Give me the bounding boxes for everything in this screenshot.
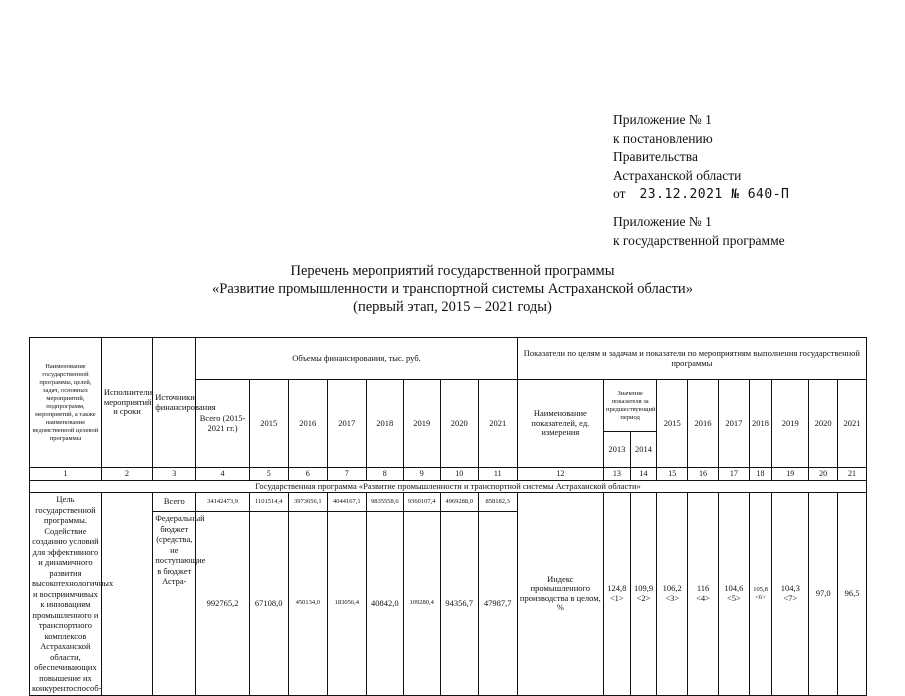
col-number: 18 <box>749 468 772 481</box>
program-title: Государственная программа «Развитие промышленности и транспортной системы Астраханской области» <box>30 480 867 493</box>
value-cell: 9835558,6 <box>366 493 403 512</box>
header-year: 2017 <box>327 380 366 468</box>
table-row-total <box>30 493 867 512</box>
value-cell: 40842,0 <box>366 512 403 695</box>
header-funding: Объемы финансирования, тыс. руб. <box>196 338 517 380</box>
header-ind-year: 2017 <box>718 380 749 468</box>
title-line: Перечень мероприятий государственной программы <box>290 263 615 279</box>
col-number: 19 <box>772 468 809 481</box>
col-number: 5 <box>249 468 288 481</box>
indicator-value: 116 <4> <box>688 493 719 696</box>
header-ind-year: 2018 <box>749 380 772 468</box>
value-cell: 858182,3 <box>478 493 517 512</box>
appendix-resolution <box>613 111 789 205</box>
document-title <box>0 262 905 316</box>
col-number: 16 <box>688 468 719 481</box>
header-year: 2021 <box>478 380 517 468</box>
header-year: 2016 <box>288 380 327 468</box>
activities-table <box>29 337 867 696</box>
value-cell: 9360107,4 <box>403 493 440 512</box>
indicator-value: 104,6 <5> <box>718 493 749 696</box>
appendix-date <box>613 185 789 205</box>
appendix-line: к государственной программе <box>613 232 785 248</box>
header-year: 2020 <box>440 380 478 468</box>
header-total: Всего (2015-2021 гг.) <box>196 380 249 468</box>
header-ind-year: 2019 <box>772 380 809 468</box>
value-cell: 109280,4 <box>403 512 440 695</box>
col-number: 9 <box>403 468 440 481</box>
col-number: 4 <box>196 468 249 481</box>
value-cell: 1101514,4 <box>249 493 288 512</box>
col-number: 11 <box>478 468 517 481</box>
col-number: 20 <box>809 468 838 481</box>
col-number: 12 <box>517 468 603 481</box>
column-numbers-row <box>30 468 867 481</box>
appendix-line: к постановлению <box>613 130 713 146</box>
value-cell: 94356,7 <box>440 512 478 695</box>
indicator-value: 105,8 <6> <box>749 493 772 696</box>
appendix-line: Астраханской области <box>613 167 742 183</box>
header-indicator-name: Наименование показателей, ед. измерения <box>517 380 603 468</box>
indicator-value: 104,3 <7> <box>772 493 809 696</box>
value-cell: 34142473,9 <box>196 493 249 512</box>
col-number: 3 <box>153 468 196 481</box>
header-prev-year: 2014 <box>630 432 657 468</box>
value-cell: 992765,2 <box>196 512 249 695</box>
header-ind-year: 2021 <box>838 380 867 468</box>
program-row <box>30 480 867 493</box>
source-total: Всего <box>153 493 196 512</box>
col-number: 10 <box>440 468 478 481</box>
col-number: 6 <box>288 468 327 481</box>
header-indicators: Показатели по целям и задачам и показатели по мероприятиям выполнения государственной программы <box>517 338 866 380</box>
appendix-program <box>613 213 785 250</box>
title-line: «Развитие промышленности и транспортной системы Астраханской области» <box>212 281 693 297</box>
appendix-line: Приложение № 1 <box>613 214 712 229</box>
executors-cell <box>101 493 152 696</box>
value-cell: 47987,7 <box>478 512 517 695</box>
header-name: Наименование государственной программы, целей, задач, основных мероприятий, подпрограмм, мероприятий, а также наименование ведомственной целевой программы <box>30 338 102 468</box>
header-ind-year: 2015 <box>657 380 688 468</box>
date-prefix: от <box>613 186 626 201</box>
header-year: 2015 <box>249 380 288 468</box>
col-number: 14 <box>630 468 657 481</box>
indicator-value: 109,9 <2> <box>630 493 657 696</box>
date-stamp: 23.12.2021 № 640-П <box>639 187 790 202</box>
value-cell: 4969288,0 <box>440 493 478 512</box>
header-sources: Источники финансирования <box>153 338 196 468</box>
source-federal: Федеральный бюджет (средства, не поступающие в бюджет Астра- <box>153 512 196 695</box>
header-year: 2019 <box>403 380 440 468</box>
value-cell: 67108,0 <box>249 512 288 695</box>
goal-text: Цель государственной программы. Содействие созданию условий для эффективного и динамичного развития высокотехнологичных и восприимчивых к инновациям промышленного и транспортного комплексов Астраханской области, обеспечивающих повышение их конкурентоспособ- <box>30 493 102 696</box>
header-executors: Исполнители мероприятий и сроки <box>101 338 152 468</box>
value-cell: 450134,0 <box>288 512 327 695</box>
value-cell: 3973656,1 <box>288 493 327 512</box>
col-number: 21 <box>838 468 867 481</box>
col-number: 15 <box>657 468 688 481</box>
appendix-line: Правительства <box>613 149 698 164</box>
indicator-value: 97,0 <box>809 493 838 696</box>
col-number: 17 <box>718 468 749 481</box>
value-cell: 183056,4 <box>327 512 366 695</box>
col-number: 1 <box>30 468 102 481</box>
appendix-line: Приложение № 1 <box>613 112 712 127</box>
col-number: 2 <box>101 468 152 481</box>
header-prev-year: 2013 <box>603 432 630 468</box>
indicator-name: Индекс промышленного производства в целом, % <box>517 493 603 696</box>
value-cell: 4044167,1 <box>327 493 366 512</box>
header-indicator-prev: Значение показателя за предшествующий период <box>603 380 656 432</box>
header-ind-year: 2016 <box>688 380 719 468</box>
indicator-value: 106,2 <3> <box>657 493 688 696</box>
title-line: (первый этап, 2015 – 2021 годы) <box>353 299 552 315</box>
indicator-value: 96,5 <box>838 493 867 696</box>
header-ind-year: 2020 <box>809 380 838 468</box>
col-number: 7 <box>327 468 366 481</box>
indicator-value: 124,8 <1> <box>603 493 630 696</box>
header-year: 2018 <box>366 380 403 468</box>
col-number: 13 <box>603 468 630 481</box>
col-number: 8 <box>366 468 403 481</box>
